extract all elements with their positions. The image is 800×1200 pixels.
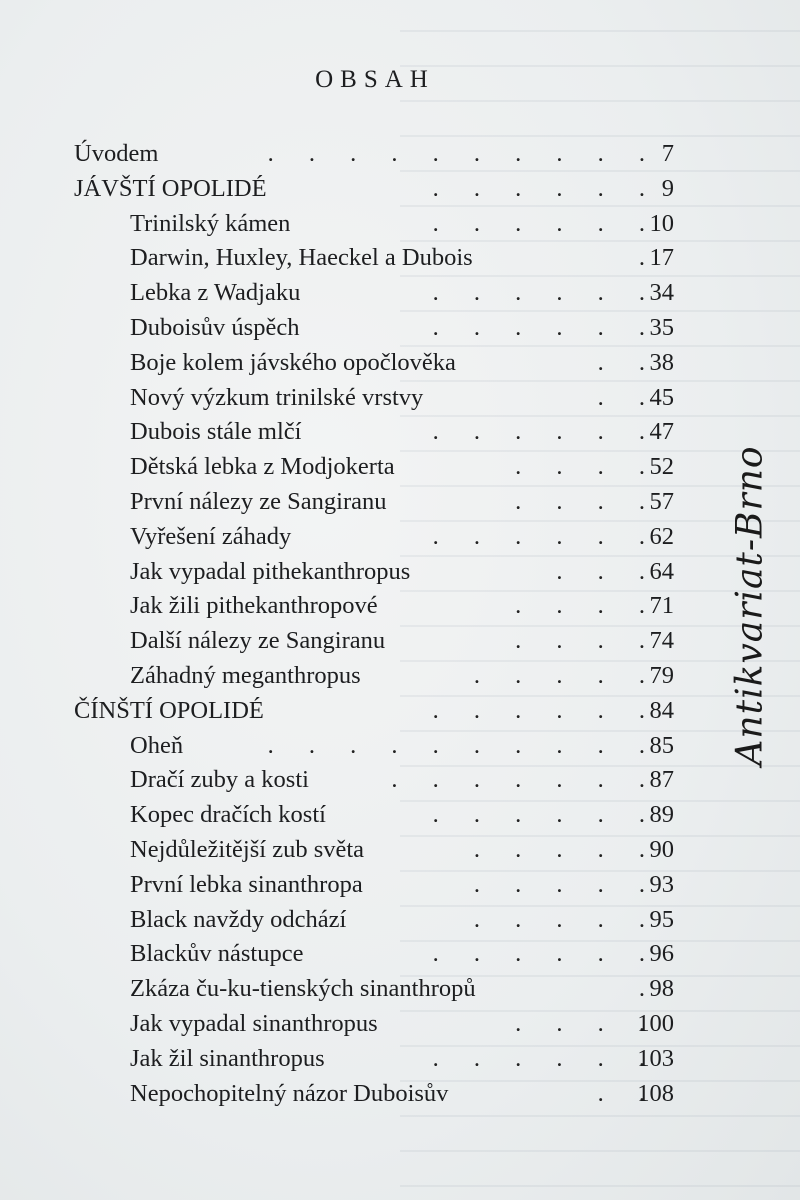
leader-dots: . . . . . . [432, 940, 645, 968]
leader-dots: . . . . [515, 592, 645, 620]
leader-dots: . . . . . . [432, 696, 645, 724]
toc-page-number: 35 [649, 313, 674, 341]
toc-entry [0, 659, 800, 694]
toc-entry [0, 937, 800, 972]
toc-page-number: 9 [661, 174, 674, 202]
leader-dots: . . . . . . [432, 522, 645, 550]
toc-entry [0, 972, 800, 1007]
toc-section [0, 172, 800, 207]
toc-entry-title: Jak vypadal sinanthropus [130, 1009, 378, 1037]
toc-page-number: 79 [649, 661, 674, 689]
toc-page-number: 38 [649, 348, 674, 376]
toc-page-number: 10 [649, 209, 674, 237]
leader-dots: . [638, 975, 645, 1003]
toc-entry [0, 1007, 800, 1042]
toc-entry-title: Darwin, Huxley, Haeckel a Dubois [130, 244, 473, 272]
toc-entry-title: Dračí zuby a kosti [130, 766, 309, 794]
toc-entry [0, 1077, 800, 1112]
toc-entry-title: Další nálezy ze Sangiranu [130, 627, 386, 655]
toc-page-number: 84 [649, 696, 674, 724]
leader-dots: . . [597, 348, 645, 376]
toc-entry-title: Duboisův úspěch [130, 313, 300, 341]
toc-entry [0, 903, 800, 938]
toc-entry [0, 798, 800, 833]
toc-entry-title: Záhadný meganthropus [130, 661, 361, 689]
page-title: OBSAH [315, 66, 435, 93]
toc-entry-title: Black navždy odchází [130, 905, 347, 933]
toc-page-number: 89 [649, 801, 674, 829]
toc-entry [0, 555, 800, 590]
toc-page-number: 62 [649, 522, 674, 550]
toc-page-number: 71 [649, 592, 674, 620]
toc-entry-title: JÁVŠTÍ OPOLIDÉ [74, 174, 267, 202]
toc-entry-title: Zkáza ču-ku-tienských sinanthropů [130, 975, 476, 1003]
leader-dots: . [638, 244, 645, 272]
toc-page-number: 100 [637, 1009, 674, 1037]
toc-entry [0, 1042, 800, 1077]
toc-page-number: 34 [649, 279, 674, 307]
toc-page-number: 85 [649, 731, 674, 759]
toc-entry-title: První lebka sinanthropa [130, 870, 363, 898]
leader-dots: . . . . . . . [391, 766, 645, 794]
leader-dots: . . . . . . [432, 174, 645, 202]
leader-dots: . . . . . [473, 661, 645, 689]
toc-page-number: 108 [637, 1079, 674, 1107]
toc-page-number: 95 [649, 905, 674, 933]
toc-entry-title: Dětská lebka z Modjokerta [130, 453, 395, 481]
toc-page-number: 96 [649, 940, 674, 968]
toc-entry-title: Dubois stále mlčí [130, 418, 302, 446]
leader-dots: . . . . [515, 1009, 645, 1037]
table-of-contents [0, 137, 800, 1111]
toc-page-number: 47 [649, 418, 674, 446]
toc-entry [0, 381, 800, 416]
toc-entry [0, 520, 800, 555]
leader-dots: . . . . . . [432, 209, 645, 237]
toc-entry-title: Boje kolem jávského opočlověka [130, 348, 456, 376]
leader-dots: . . . . . . [432, 801, 645, 829]
toc-entry-title: Trinilský kámen [130, 209, 291, 237]
toc-page-number: 74 [649, 627, 674, 655]
toc-entry [0, 276, 800, 311]
leader-dots: . . . . . [473, 905, 645, 933]
leader-dots: . . . . [515, 453, 645, 481]
toc-entry-title: Nejdůležitější zub světa [130, 835, 365, 863]
toc-page-number: 103 [637, 1044, 674, 1072]
toc-entry-title: ČÍNŠTÍ OPOLIDÉ [74, 696, 264, 724]
toc-entry [0, 763, 800, 798]
leader-dots: . . [597, 1079, 645, 1107]
toc-entry [0, 241, 800, 276]
leader-dots: . . . . . [473, 835, 645, 863]
leader-dots: . . . . . . . . . . [267, 731, 645, 759]
antiquariat-stamp [695, 445, 800, 765]
toc-entry [0, 450, 800, 485]
leader-dots: . . . . . . [432, 313, 645, 341]
leader-dots: . . . . [515, 627, 645, 655]
toc-entry [0, 589, 800, 624]
toc-entry [0, 729, 800, 764]
toc-page-number: 57 [649, 487, 674, 515]
toc-entry [0, 868, 800, 903]
toc-entry-title: Jak žil sinanthropus [130, 1044, 325, 1072]
toc-entry-title: Jak žili pithekanthropové [130, 592, 378, 620]
leader-dots: . . [597, 383, 645, 411]
toc-section [0, 694, 800, 729]
toc-entry [0, 415, 800, 450]
toc-page-number: 98 [649, 975, 674, 1003]
toc-page-number: 90 [649, 835, 674, 863]
toc-page-number: 7 [661, 140, 674, 167]
toc-entry-title: Vyřešení záhady [130, 522, 292, 550]
toc-entry-title: Kopec dračích kostí [130, 801, 326, 829]
toc-entry-title: První nálezy ze Sangiranu [130, 487, 387, 515]
toc-entry-title: Úvodem [74, 140, 159, 167]
toc-entry-title: Oheň [130, 731, 184, 759]
toc-page-number: 64 [649, 557, 674, 585]
toc-entry [0, 624, 800, 659]
toc-entry [0, 485, 800, 520]
toc-entry [0, 346, 800, 381]
toc-entry [0, 833, 800, 868]
toc-section [0, 137, 800, 172]
toc-page-number: 17 [649, 244, 674, 272]
toc-page-number: 45 [649, 383, 674, 411]
stamp-text: Antikvariat-Brno [729, 444, 771, 766]
leader-dots: . . . . . . [432, 418, 645, 446]
toc-entry-title: Nový výzkum trinilské vrstvy [130, 383, 424, 411]
toc-entry-title: Blackův nástupce [130, 940, 304, 968]
leader-dots: . . . . . . [432, 279, 645, 307]
leader-dots: . . . . . [473, 870, 645, 898]
toc-entry-title: Nepochopitelný názor Duboisův [130, 1079, 449, 1107]
toc-entry-title: Lebka z Wadjaku [130, 279, 301, 307]
leader-dots: . . . . . . . . . . [267, 140, 645, 167]
toc-page-number: 87 [649, 766, 674, 794]
leader-dots: . . . . [515, 487, 645, 515]
toc-page-number: 52 [649, 453, 674, 481]
toc-entry [0, 311, 800, 346]
toc-page-number: 93 [649, 870, 674, 898]
leader-dots: . . . [556, 557, 645, 585]
leader-dots: . . . . . . [432, 1044, 645, 1072]
toc-entry-title: Jak vypadal pithekanthropus [130, 557, 411, 585]
toc-entry [0, 207, 800, 242]
